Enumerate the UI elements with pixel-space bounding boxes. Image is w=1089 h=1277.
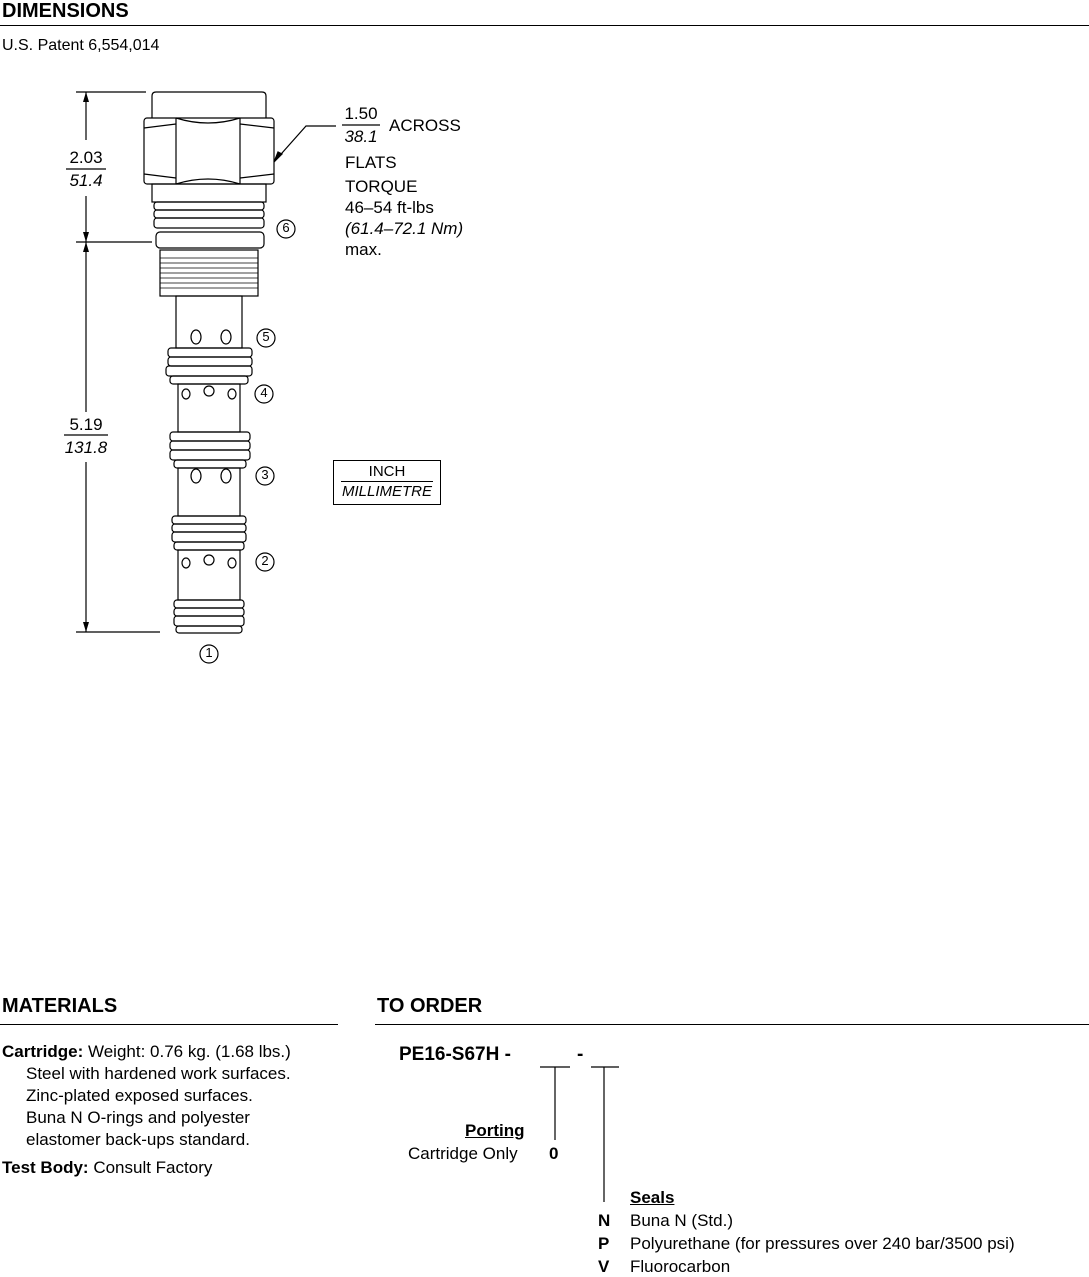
seal-label-p: Polyurethane (for pressures over 240 bar/3500 psi) (630, 1234, 1015, 1253)
porting-option-label: Cartridge Only (408, 1144, 518, 1163)
hex-across-label: ACROSS (389, 116, 461, 135)
seal-code-v: V (598, 1257, 610, 1276)
seal-label-v: Fluorocarbon (630, 1257, 731, 1276)
patent-number: U.S. Patent 6,554,014 (2, 37, 160, 54)
torque-max: max. (345, 240, 382, 259)
cartridge-line-2: Steel with hardened work surfaces. (26, 1064, 291, 1083)
port-label-2: 2 (261, 553, 269, 568)
seal-label-n: Buna N (Std.) (630, 1211, 733, 1230)
port-label-5: 5 (262, 329, 270, 344)
hex-across-inch: 1.50 (344, 104, 378, 123)
cartridge-line-5: elastomer back-ups standard. (26, 1130, 250, 1149)
port-label-1: 1 (205, 645, 213, 660)
torque-nm: (61.4–72.1 Nm) (345, 219, 464, 238)
to-order-heading: TO ORDER (377, 995, 483, 1017)
model-code: PE16-S67H - (399, 1044, 511, 1065)
cartridge-weight: Weight: 0.76 kg. (1.68 lbs.) (87, 1042, 291, 1061)
cartridge-label: Cartridge: (2, 1042, 84, 1061)
materials-heading: MATERIALS (2, 995, 118, 1017)
torque-label: TORQUE (345, 177, 418, 196)
upper-dim-inch: 2.03 (69, 148, 103, 167)
torque-ftlbs: 46–54 ft-lbs (345, 198, 434, 217)
model-dash: - (577, 1044, 584, 1065)
port-label-6: 6 (282, 220, 290, 235)
dimensions-heading: DIMENSIONS (2, 0, 129, 22)
cartridge-line-4: Buna N O-rings and polyester (26, 1108, 250, 1127)
porting-option-code: 0 (549, 1144, 559, 1163)
port-label-4: 4 (260, 385, 268, 400)
cartridge-line-3: Zinc-plated exposed surfaces. (26, 1086, 253, 1105)
legend-mm: MILLIMETRE (341, 483, 432, 500)
lower-dim-mm: 131.8 (64, 438, 108, 457)
upper-dim-mm: 51.4 (69, 171, 103, 190)
seal-code-n: N (598, 1211, 611, 1230)
legend-inch: INCH (368, 463, 406, 480)
port-label-3: 3 (261, 467, 269, 482)
testbody-label: Test Body: (2, 1158, 89, 1177)
porting-title: Porting (465, 1121, 525, 1140)
lower-dim-inch: 5.19 (69, 415, 103, 434)
hex-across-mm: 38.1 (344, 127, 378, 146)
seals-title: Seals (630, 1188, 675, 1207)
seal-code-p: P (598, 1234, 610, 1253)
testbody-value: Consult Factory (93, 1158, 213, 1177)
hex-flats-label: FLATS (345, 153, 397, 172)
